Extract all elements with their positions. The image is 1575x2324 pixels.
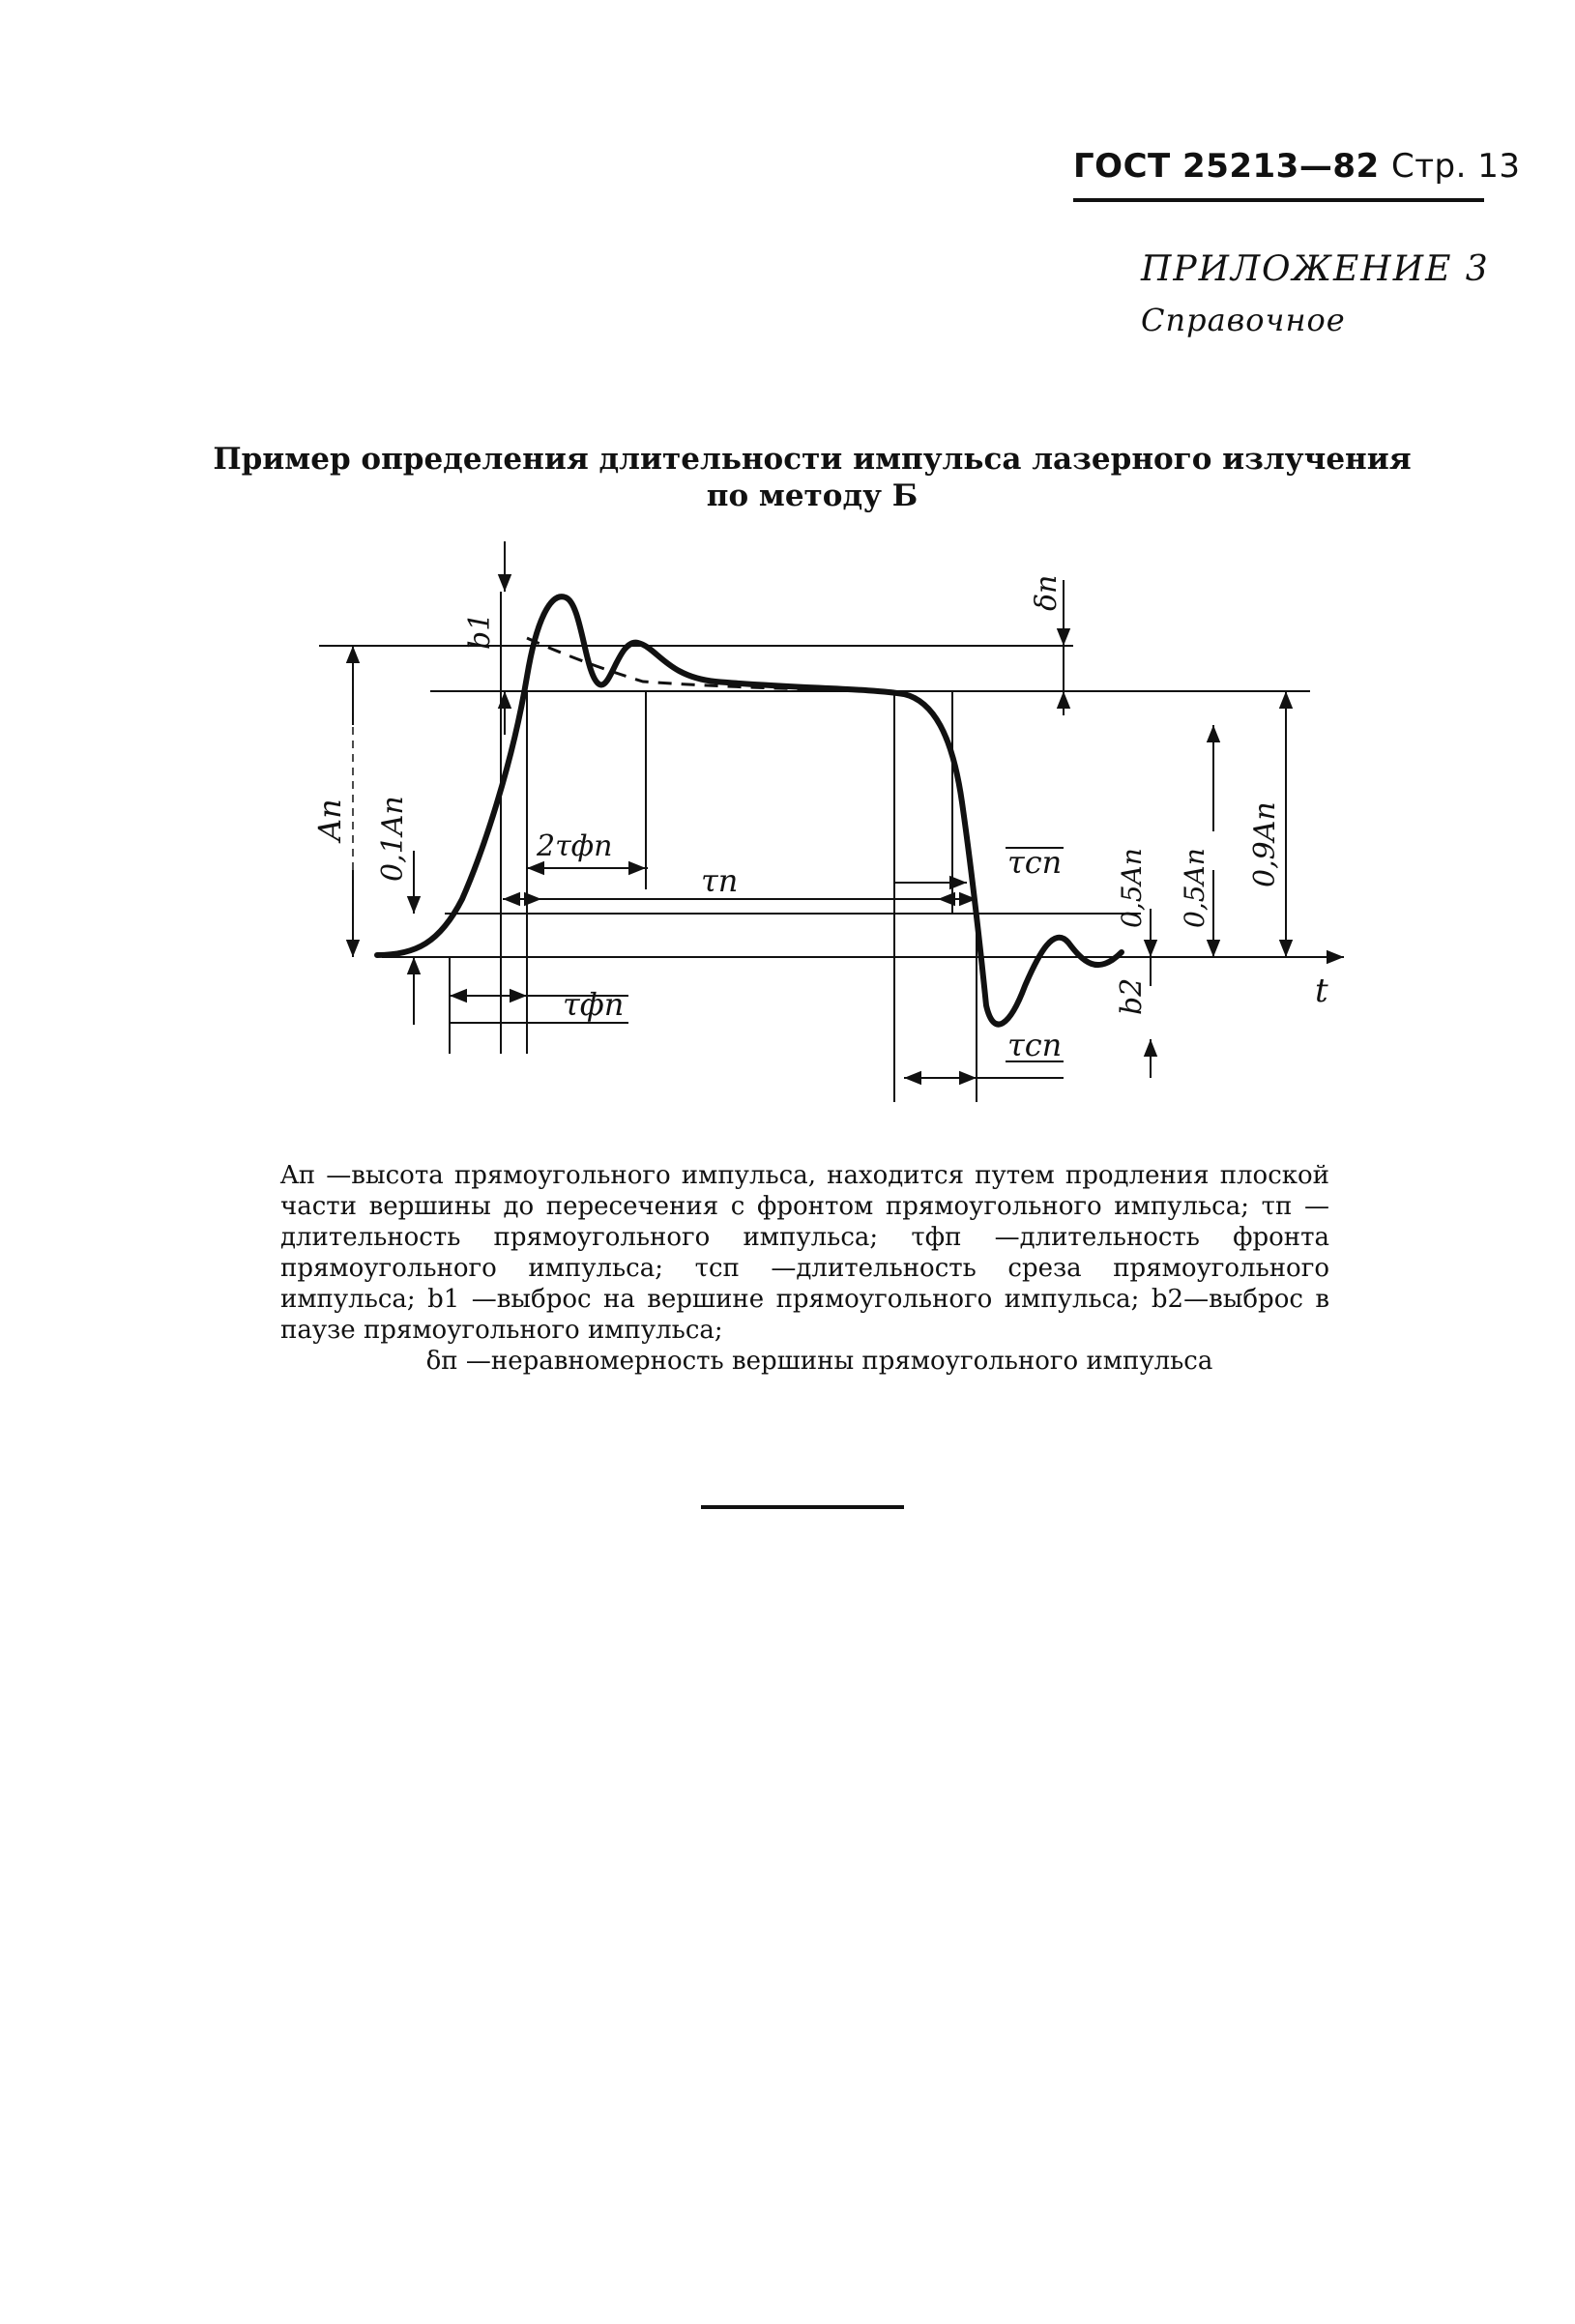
legend-item-tau-sp: τсп —длительность среза прямоугольного импульса; [280, 1254, 1329, 1314]
page-number: Стр. 13 [1391, 147, 1521, 186]
end-rule [701, 1505, 904, 1509]
tau-fp-label: τфп [563, 986, 625, 1023]
appendix-title: ПРИЛОЖЕНИЕ 3 [1141, 249, 1490, 289]
legend-item-delta: δп —неравномерность вершины прямоугольного импульса [425, 1347, 1213, 1376]
two-tau-fp-label: 2τфп [537, 829, 613, 863]
a05-outer-label: 0,5Aп [1179, 848, 1210, 928]
a01-label: 0,1Aп [376, 796, 410, 882]
tau-p-label: τп [701, 862, 739, 899]
legend-item-b2: b2—выброс в паузе прямоугольного импульса; [280, 1285, 1329, 1345]
a05-inner-label: 0,5Aп [1116, 848, 1148, 928]
figure-legend [280, 1160, 1329, 1377]
standard-number: ГОСТ 25213—82 [1073, 147, 1380, 186]
tau-sp-bottom-label: τсп [1007, 1027, 1063, 1063]
a09-label: 0,9Aп [1248, 801, 1282, 887]
tau-sp-top-label: τсп [1007, 844, 1063, 881]
legend-item-b1: b1 —выброс на вершине прямоугольного импульса; [427, 1285, 1152, 1314]
pulse-curve [377, 596, 1122, 1024]
legend-item-tau-p: τп —длительность прямоугольного импульса; [280, 1192, 1329, 1252]
t-axis-label: t [1315, 972, 1328, 1010]
figure-title-line-2: по методу Б [706, 479, 919, 513]
figure-title-line-1: Пример определения длительности импульса лазерного излучения [213, 442, 1412, 477]
reference-lines [319, 646, 1315, 1078]
delta-label: δп [1030, 574, 1064, 611]
b1-label: b1 [463, 612, 497, 650]
a-label: Aп [311, 799, 348, 841]
appendix-type: Справочное [1141, 302, 1346, 338]
legend-item-a: Aп —высота прямоугольного импульса, находится путем продления плоской части вершины до пересечения с фронтом прямоугольного импульса; [280, 1161, 1329, 1221]
b2-label: b2 [1115, 977, 1149, 1015]
legend-item-tau-fp: τфп —длительность фронта прямоугольного импульса; [280, 1223, 1329, 1283]
